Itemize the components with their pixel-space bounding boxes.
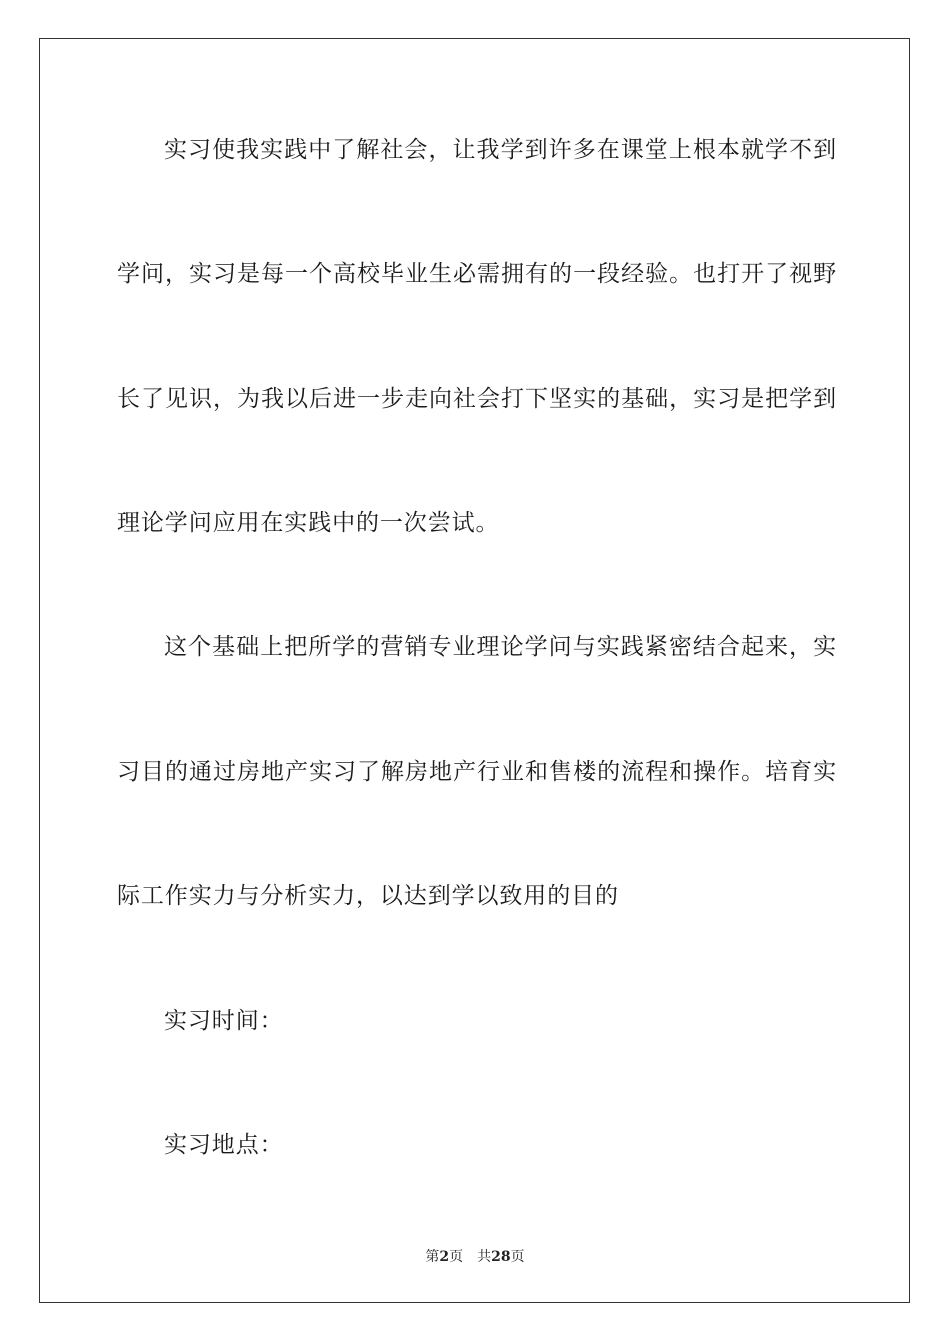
paragraph-1-line-3: 长了见识，为我以后进一步走向社会打下坚实的基础，实习是把学到 xyxy=(117,386,837,412)
page-border xyxy=(39,38,910,1303)
internship-time-label: 实习时间： xyxy=(164,1008,284,1034)
paragraph-1-line-1: 实习使我实践中了解社会，让我学到许多在课堂上根本就学不到 xyxy=(164,137,837,163)
current-page-number: 2 xyxy=(439,1249,450,1265)
total-pages-number: 28 xyxy=(491,1249,511,1265)
footer-prefix: 第 xyxy=(425,1249,440,1265)
internship-location-label: 实习地点： xyxy=(164,1132,284,1158)
footer-suffix: 页 xyxy=(510,1249,525,1265)
page-footer xyxy=(0,1248,950,1266)
paragraph-1-line-4: 理论学问应用在实践中的一次尝试。 xyxy=(117,510,500,536)
paragraph-1-line-2: 学问，实习是每一个高校毕业生必需拥有的一段经验。也打开了视野 xyxy=(117,261,837,287)
paragraph-2-line-3: 际工作实力与分析实力，以达到学以致用的目的 xyxy=(117,883,619,909)
paragraph-2-line-2: 习目的通过房地产实习了解房地产行业和售楼的流程和操作。培育实 xyxy=(117,759,837,785)
paragraph-2-line-1: 这个基础上把所学的营销专业理论学问与实践紧密结合起来，实 xyxy=(164,634,837,660)
footer-middle: 页 共 xyxy=(449,1249,492,1265)
